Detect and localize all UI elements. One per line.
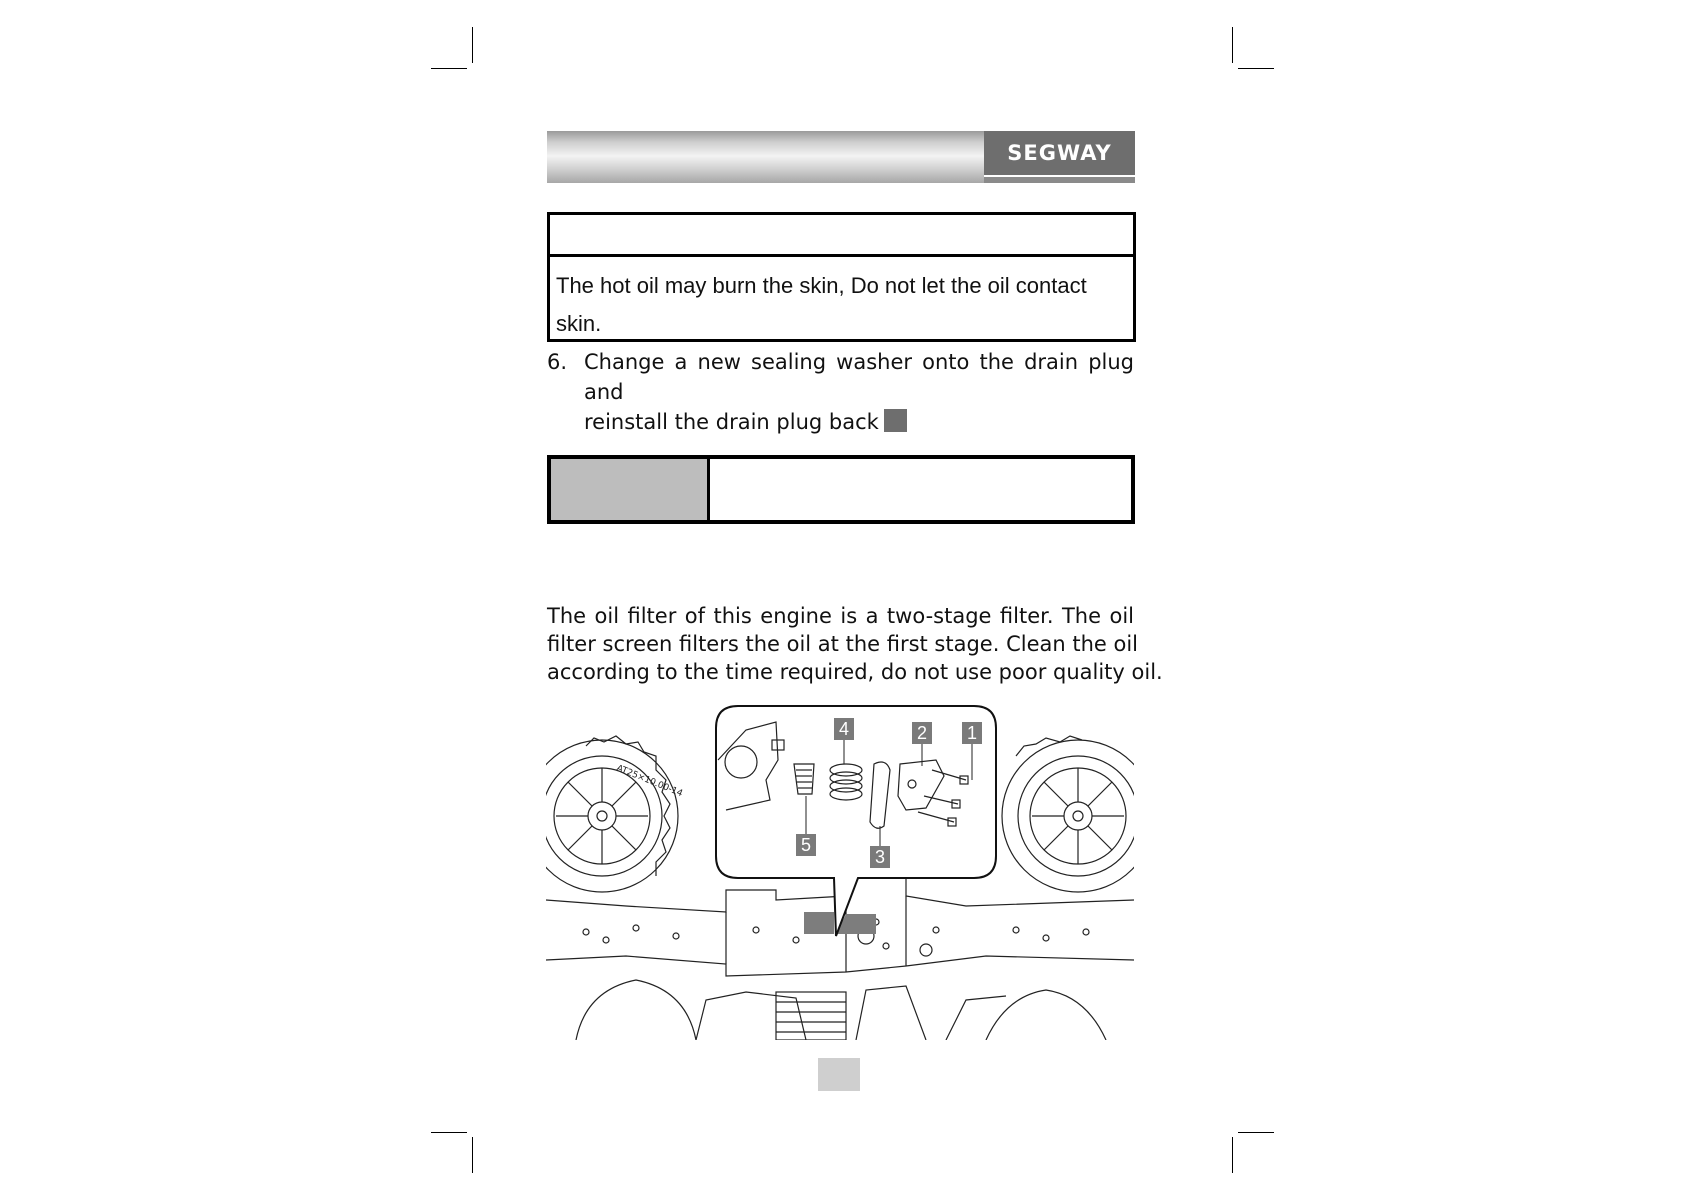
header-bar [547, 131, 984, 183]
step-item [547, 347, 1134, 437]
brand-logo: SEGWAY [984, 131, 1135, 175]
note-text [710, 459, 1131, 520]
tire-size-label: AT25×10.00-14 [614, 763, 684, 800]
body-paragraph [547, 602, 1163, 686]
crop-mark [431, 1132, 467, 1133]
step-line-1: Change a new sealing washer onto the drain plug and [584, 350, 1134, 404]
callout-3: 3 [870, 846, 890, 868]
crop-mark [1232, 1137, 1233, 1173]
warning-box [547, 212, 1136, 342]
crop-mark [431, 68, 467, 69]
warning-title [550, 215, 1133, 257]
crop-mark [1232, 27, 1233, 63]
crop-mark [1238, 68, 1274, 69]
callout-5: 5 [796, 834, 816, 856]
crop-mark [472, 27, 473, 63]
callout-4: 4 [834, 718, 854, 740]
step-line-2-row [584, 407, 1134, 437]
warning-text: The hot oil may burn the skin, Do not let the oil contact skin. [556, 273, 1087, 336]
callout-2: 2 [912, 722, 932, 744]
step-line-2: reinstall the drain plug back [584, 410, 879, 434]
paragraph-line-1: The oil filter of this engine is a two-stage filter. The oil [547, 604, 1134, 628]
note-box [547, 455, 1135, 524]
detail-callout-bubble [716, 706, 996, 936]
filter-cover-shade-left [804, 912, 834, 934]
right-wheel [1002, 736, 1134, 892]
note-label [551, 459, 710, 520]
step-number: 6. [547, 350, 568, 374]
callout-1: 1 [962, 722, 982, 744]
crop-mark [472, 1137, 473, 1173]
reference-square-icon [884, 409, 907, 432]
page-number [818, 1058, 860, 1091]
paragraph-line-2: filter screen filters the oil at the first stage. Clean the oil [547, 632, 1139, 656]
atv-underside-drawing [546, 700, 1134, 1040]
lower-components [576, 980, 1106, 1040]
oil-filter-figure [546, 700, 1134, 1040]
paragraph-line-3: according to the time required, do not use poor quality oil. [547, 660, 1163, 684]
header-strip [984, 177, 1135, 183]
left-wheel [546, 736, 678, 892]
crop-mark [1238, 1132, 1274, 1133]
